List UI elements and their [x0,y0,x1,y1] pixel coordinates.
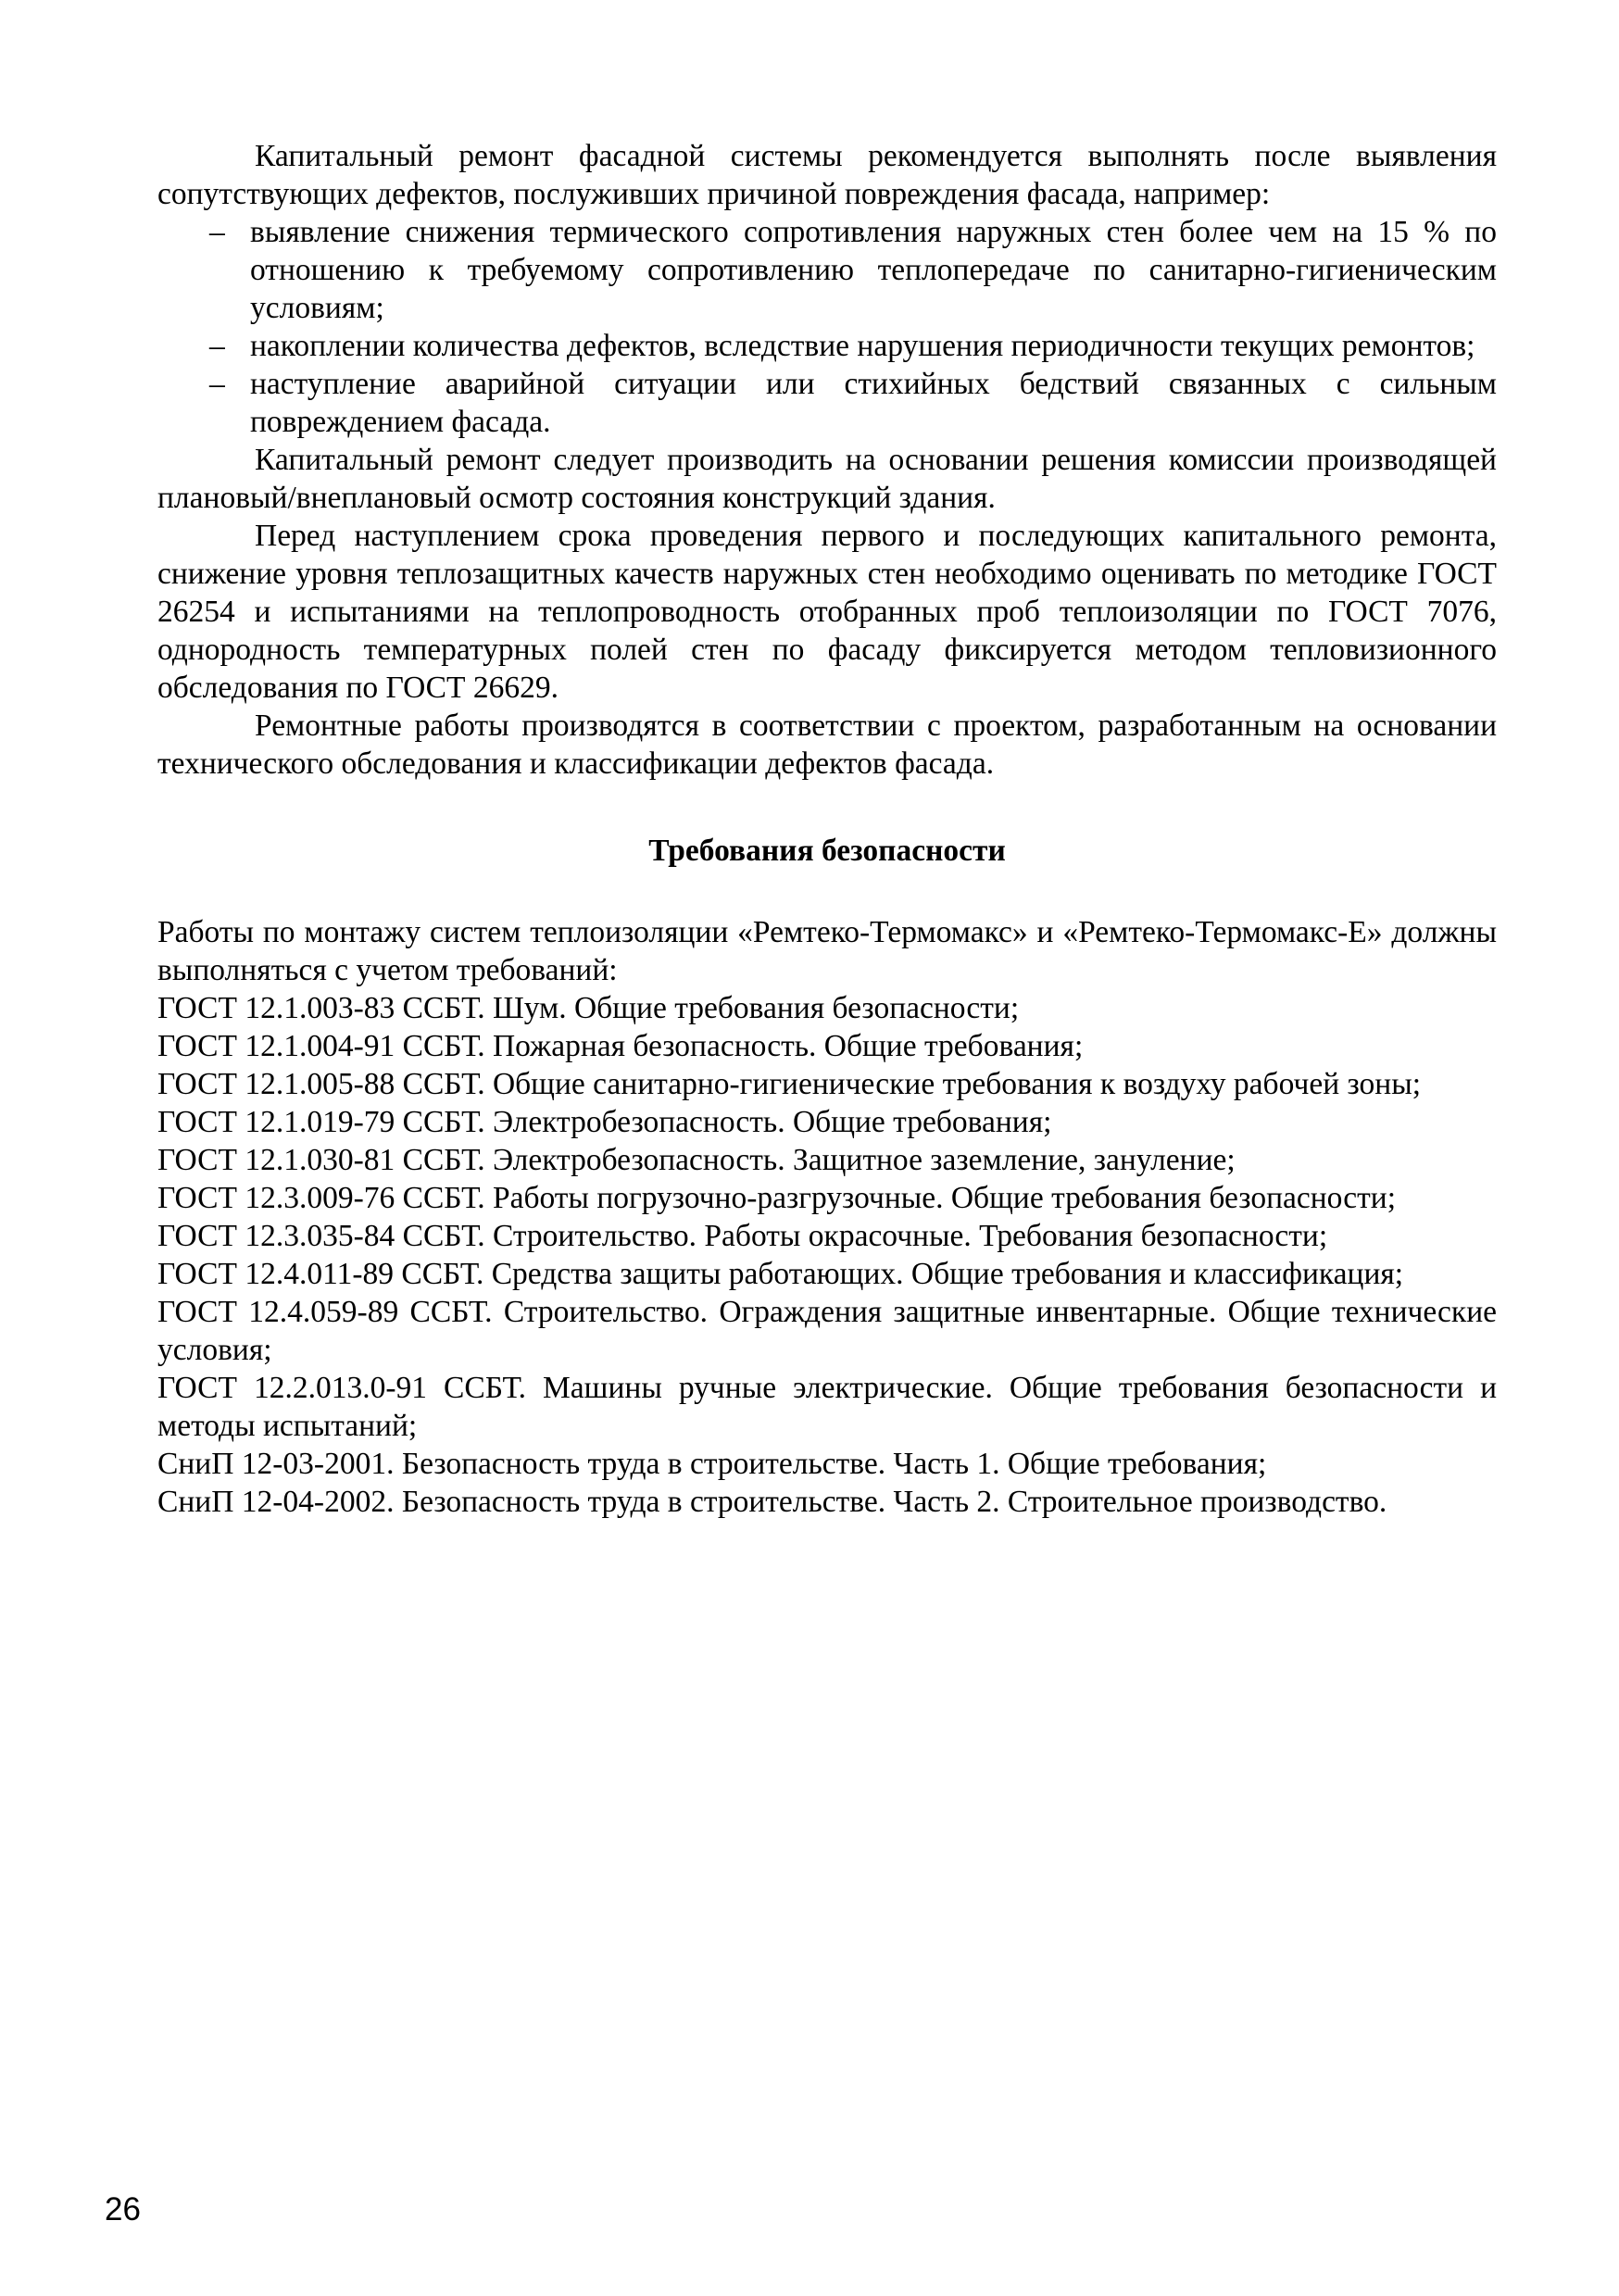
page-content [157,137,1497,1521]
standard-item: ГОСТ 12.1.005-88 ССБТ. Общие санитарно-гигиенические требования к воздуху рабочей зоны; [157,1067,1422,1101]
commission-paragraph: Капитальный ремонт следует производить на основании решения комиссии производящей плановый/внеплановый осмотр состояния конструкций здания. [157,443,1497,515]
assessment-paragraph: Перед наступлением срока проведения первого и последующих капитального ремонта, снижение уровня теплозащитных качеств наружных стен необходимо оценивать по методике ГОСТ 26254 и испытаниями на теплопроводность отобранных проб теплоизоляции по ГОСТ 7076, однородность температурных полей стен по фасаду фиксируется методом тепловизионного обследования по ГОСТ 26629. [157,519,1497,705]
page-number: 26 [105,2191,141,2227]
list-item: – выявление снижения термического сопротивления наружных стен более чем на 15 % по отношению к требуемому сопротивлению теплопередаче по санитарно-гигиеническим условиям; [250,213,1497,327]
safety-intro: Работы по монтажу систем теплоизоляции «Ремтеко-Термомакс» и «Ремтеко-Термомакс-Е» должны выполняться с учетом требований: [157,915,1497,987]
standard-item: ГОСТ 12.1.019-79 ССБТ. Электробезопасность. Общие требования; [157,1105,1052,1139]
list-item: – накоплении количества дефектов, вследствие нарушения периодичности текущих ремонтов; [250,327,1497,365]
standard-item: ГОСТ 12.3.035-84 ССБТ. Строительство. Работы окрасочные. Требования безопасности; [157,1219,1328,1253]
repair-works-paragraph: Ремонтные работы производятся в соответствии с проектом, разработанным на основании технического обследования и классификации дефектов фасада. [157,709,1497,781]
standard-item: ГОСТ 12.1.030-81 ССБТ. Электробезопасность. Защитное заземление, зануление; [157,1143,1236,1177]
section-heading: Требования безопасности [648,834,1006,868]
defect-list [157,213,1497,441]
standard-item: ГОСТ 12.4.059-89 ССБТ. Строительство. Ограждения защитные инвентарные. Общие технические условия; [157,1295,1497,1367]
standard-item: ГОСТ 12.4.011-89 ССБТ. Средства защиты работающих. Общие требования и классификация; [157,1257,1404,1291]
standard-item: ГОСТ 12.2.013.0-91 ССБТ. Машины ручные электрические. Общие требования безопасности и методы испытаний; [157,1371,1497,1443]
list-item: – наступление аварийной ситуации или стихийных бедствий связанных с сильным повреждением фасада. [250,365,1497,441]
standard-item: ГОСТ 12.3.009-76 ССБТ. Работы погрузочно-разгрузочные. Общие требования безопасности; [157,1181,1397,1215]
standard-item: ГОСТ 12.1.004-91 ССБТ. Пожарная безопасность. Общие требования; [157,1029,1084,1063]
intro-paragraph: Капитальный ремонт фасадной системы рекомендуется выполнять после выявления сопутствующих дефектов, послуживших причиной повреждения фасада, например: [157,139,1497,211]
standard-item: СниП 12-03-2001. Безопасность труда в строительстве. Часть 1. Общие требования; [157,1447,1267,1481]
standard-item: ГОСТ 12.1.003-83 ССБТ. Шум. Общие требования безопасности; [157,991,1020,1025]
standard-item: СниП 12-04-2002. Безопасность труда в строительстве. Часть 2. Строительное производство. [157,1485,1387,1519]
standards-list [157,989,1497,1521]
